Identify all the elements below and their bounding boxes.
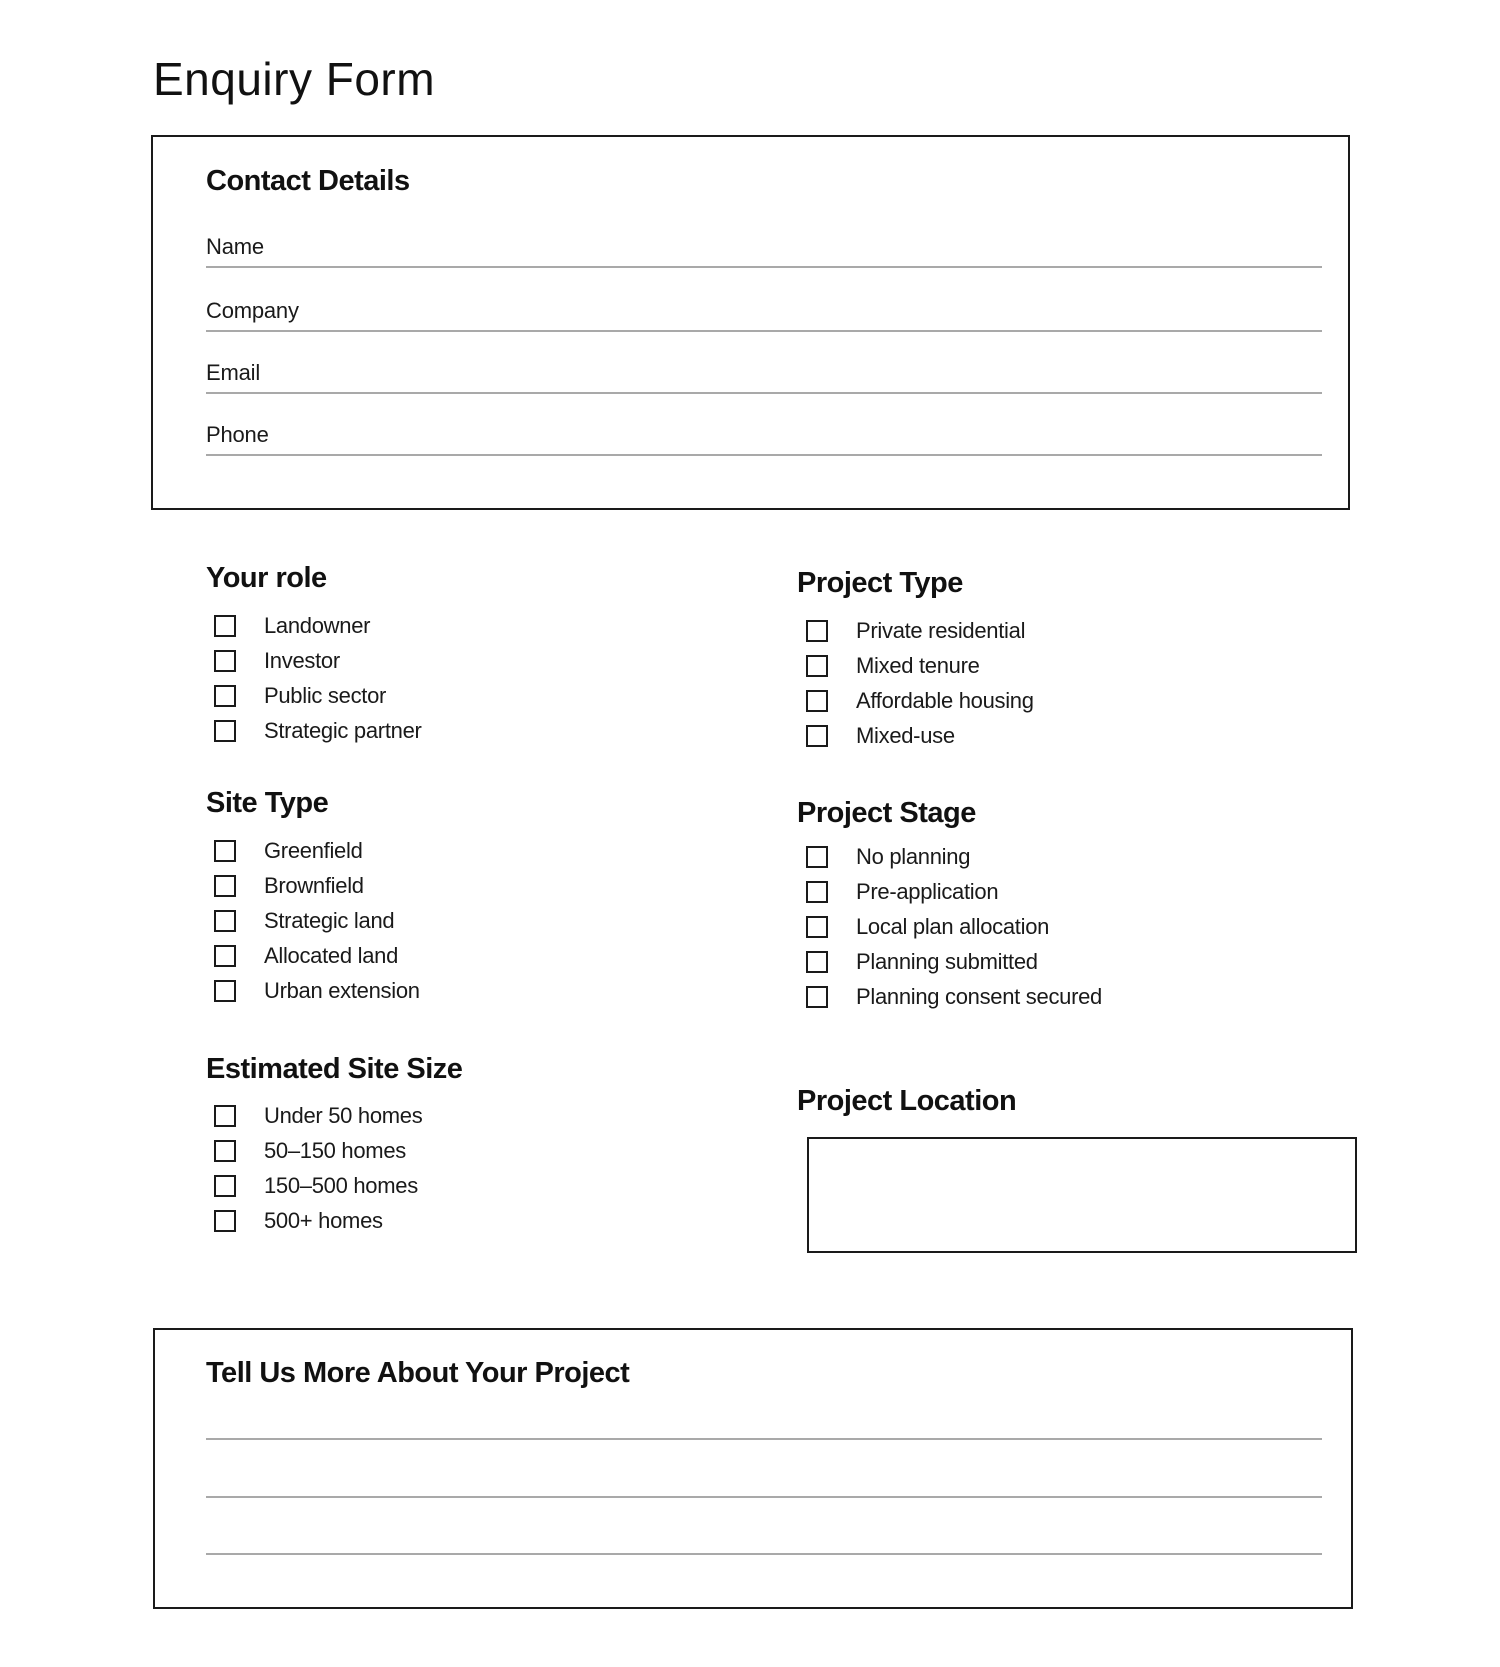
project-stage-option-planning-consent-secured[interactable]: [798, 979, 1102, 1014]
checkbox[interactable]: [214, 1140, 236, 1162]
role-option-investor[interactable]: [206, 643, 422, 678]
site-type-option-strategic-land[interactable]: [206, 903, 420, 938]
company-label: Company: [206, 298, 299, 323]
contact-details-heading: Contact Details: [206, 165, 410, 197]
checkbox[interactable]: [806, 725, 828, 747]
project-stage-option-no-planning[interactable]: [798, 839, 1102, 874]
option-label: Mixed-use: [856, 722, 955, 748]
option-label: Landowner: [264, 612, 371, 638]
checkbox[interactable]: [214, 1210, 236, 1232]
project-details-heading: Tell Us More About Your Project: [206, 1357, 630, 1389]
option-label: Local plan allocation: [856, 913, 1050, 939]
project-stage-heading: Project Stage: [797, 797, 976, 829]
option-label: Planning consent secured: [856, 983, 1102, 1009]
checkbox[interactable]: [214, 910, 236, 932]
email-input[interactable]: [316, 358, 1322, 388]
phone-field[interactable]: [206, 416, 1322, 456]
your-role-heading: Your role: [206, 562, 327, 594]
checkbox[interactable]: [806, 620, 828, 642]
checkbox[interactable]: [214, 840, 236, 862]
project-type-option-mixed-use[interactable]: [798, 718, 1034, 753]
option-label: Investor: [264, 647, 340, 673]
checkbox[interactable]: [214, 945, 236, 967]
checkbox[interactable]: [806, 881, 828, 903]
project-type-heading: Project Type: [797, 567, 963, 599]
option-label: Urban extension: [264, 977, 420, 1003]
site-size-option-150-500[interactable]: [206, 1168, 422, 1203]
site-size-option-50-150[interactable]: [206, 1133, 422, 1168]
checkbox[interactable]: [214, 720, 236, 742]
project-stage-options: [798, 839, 1102, 1014]
project-details-line-3[interactable]: [206, 1553, 1322, 1555]
option-label: 50–150 homes: [264, 1137, 406, 1163]
project-type-option-affordable-housing[interactable]: [798, 683, 1034, 718]
option-label: Mixed tenure: [856, 652, 980, 678]
role-option-landowner[interactable]: [206, 608, 422, 643]
site-type-options: [206, 833, 420, 1008]
your-role-options: [206, 608, 422, 748]
phone-input[interactable]: [316, 420, 1322, 450]
checkbox[interactable]: [806, 690, 828, 712]
option-label: Brownfield: [264, 872, 364, 898]
phone-label: Phone: [206, 422, 269, 447]
site-type-option-urban-extension[interactable]: [206, 973, 420, 1008]
option-label: Public sector: [264, 682, 387, 708]
checkbox[interactable]: [214, 1105, 236, 1127]
option-label: No planning: [856, 843, 971, 869]
checkbox[interactable]: [806, 916, 828, 938]
name-field[interactable]: [206, 228, 1322, 268]
checkbox[interactable]: [214, 650, 236, 672]
page-title: Enquiry Form: [153, 53, 436, 105]
option-label: Private residential: [856, 617, 1026, 643]
site-type-heading: Site Type: [206, 787, 329, 819]
checkbox[interactable]: [214, 875, 236, 897]
site-size-heading: Estimated Site Size: [206, 1053, 463, 1085]
site-type-option-greenfield[interactable]: [206, 833, 420, 868]
option-label: Under 50 homes: [264, 1102, 423, 1128]
checkbox[interactable]: [806, 951, 828, 973]
email-field[interactable]: [206, 354, 1322, 394]
checkbox[interactable]: [214, 980, 236, 1002]
site-type-option-allocated-land[interactable]: [206, 938, 420, 973]
option-label: Pre-application: [856, 878, 999, 904]
option-label: Planning submitted: [856, 948, 1038, 974]
project-stage-option-planning-submitted[interactable]: [798, 944, 1102, 979]
project-location-heading: Project Location: [797, 1085, 1017, 1117]
name-label: Name: [206, 234, 264, 259]
project-details-line-2[interactable]: [206, 1496, 1322, 1498]
option-label: Allocated land: [264, 942, 399, 968]
site-type-option-brownfield[interactable]: [206, 868, 420, 903]
checkbox[interactable]: [214, 615, 236, 637]
role-option-public-sector[interactable]: [206, 678, 422, 713]
option-label: 500+ homes: [264, 1207, 383, 1233]
checkbox[interactable]: [214, 1175, 236, 1197]
site-size-options: [206, 1098, 422, 1238]
checkbox[interactable]: [214, 685, 236, 707]
project-stage-option-pre-application[interactable]: [798, 874, 1102, 909]
project-type-option-mixed-tenure[interactable]: [798, 648, 1034, 683]
site-size-option-under-50[interactable]: [206, 1098, 422, 1133]
email-label: Email: [206, 360, 261, 385]
project-stage-option-local-plan-allocation[interactable]: [798, 909, 1102, 944]
option-label: Greenfield: [264, 837, 363, 863]
checkbox[interactable]: [806, 655, 828, 677]
role-option-strategic-partner[interactable]: [206, 713, 422, 748]
site-size-option-500-plus[interactable]: [206, 1203, 422, 1238]
company-input[interactable]: [316, 296, 1322, 326]
option-label: Affordable housing: [856, 687, 1034, 713]
company-field[interactable]: [206, 292, 1322, 332]
option-label: 150–500 homes: [264, 1172, 418, 1198]
name-input[interactable]: [316, 232, 1322, 262]
option-label: Strategic partner: [264, 717, 422, 743]
checkbox[interactable]: [806, 846, 828, 868]
project-type-option-private-residential[interactable]: [798, 613, 1034, 648]
project-location-input[interactable]: [807, 1137, 1357, 1253]
checkbox[interactable]: [806, 986, 828, 1008]
project-type-options: [798, 613, 1034, 753]
option-label: Strategic land: [264, 907, 395, 933]
project-details-line-1[interactable]: [206, 1438, 1322, 1440]
